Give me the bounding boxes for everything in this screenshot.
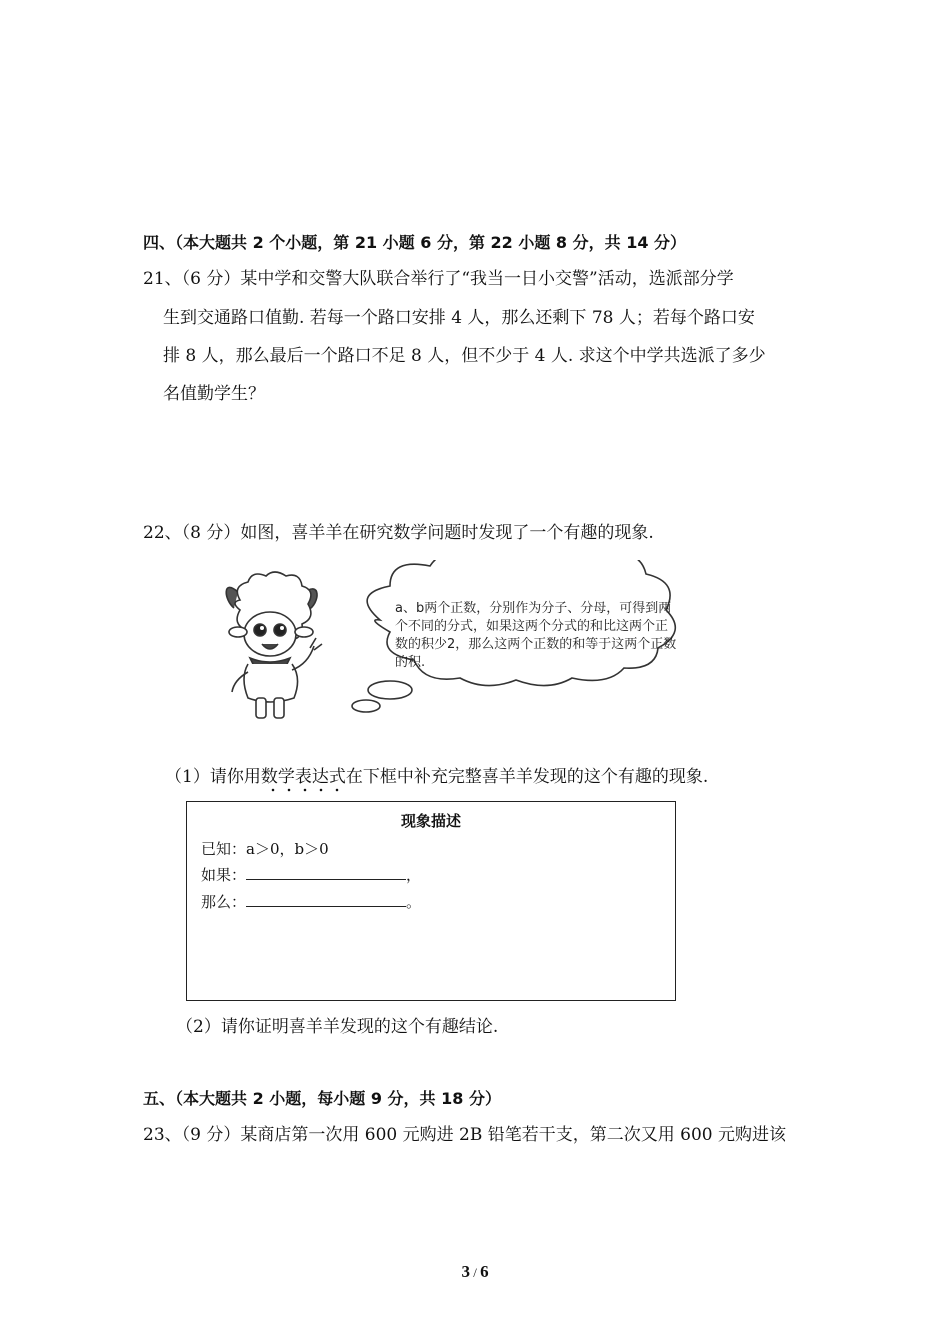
page-current: 3 [461, 1262, 470, 1281]
box-if-end: ， [406, 866, 422, 884]
bubble-line2: 个不同的分式，如果这两个分式的和比这两个正 [395, 619, 669, 634]
box-then-end: 。 [406, 893, 422, 911]
q23-line1: 23、（9 分）某商店第一次用 600 元购进 2B 铅笔若干支，第二次又用 600 元购进该 [143, 1125, 786, 1145]
section4-heading: 四、（本大题共 2 个小题，第 21 小题 6 分，第 22 小题 8 分，共 14 分） [143, 233, 687, 252]
bubble-line3: 数的积少2，那么这两个正数的和等于这两个正数 [395, 637, 677, 652]
box-title: 现象描述 [400, 812, 461, 830]
if-answer-blank[interactable] [246, 865, 406, 880]
box-if-label: 如果： [201, 866, 247, 884]
bubble-line1: a、b两个正数，分别作为分子、分母，可得到两 [395, 601, 672, 616]
sheep-icon [226, 572, 322, 718]
page-sep: / [469, 1265, 481, 1280]
q22-part1 [165, 766, 708, 788]
q22-part1-emphasis: 数学表达式 [261, 767, 346, 793]
q22-line1: 22、（8 分）如图，喜羊羊在研究数学问题时发现了一个有趣的现象. [143, 523, 654, 543]
then-answer-blank[interactable] [246, 892, 406, 907]
q22-part2: （2）请你证明喜羊羊发现的这个有趣结论. [176, 1017, 499, 1037]
q21-line4: 名值勤学生？ [163, 384, 265, 404]
box-then-row [201, 891, 421, 912]
box-known: 已知：a＞0，b＞0 [201, 840, 329, 858]
page-total: 6 [480, 1262, 489, 1281]
phenomenon-box [186, 801, 676, 1001]
box-if-row [201, 864, 421, 885]
q21-line1: 21、（6 分）某中学和交警大队联合举行了“我当一日小交警”活动，选派部分学 [143, 269, 734, 289]
q22-part1-suffix: 在下框中补充完整喜羊羊发现的这个有趣的现象. [345, 767, 709, 787]
q22-part1-prefix: （1）请你用 [165, 767, 261, 787]
q21-line3: 排 8 人，那么最后一个路口不足 8 人，但不少于 4 人. 求这个中学共选派了多少 [163, 346, 766, 366]
section5-heading: 五、（本大题共 2 小题，每小题 9 分，共 18 分） [143, 1089, 501, 1108]
page-number [0, 1262, 950, 1282]
q21-line2: 生到交通路口值勤. 若每一个路口安排 4 人，那么还剩下 78 人；若每个路口安 [163, 308, 755, 328]
bubble-line4: 的积. [395, 655, 426, 670]
box-then-label: 那么： [201, 893, 247, 911]
